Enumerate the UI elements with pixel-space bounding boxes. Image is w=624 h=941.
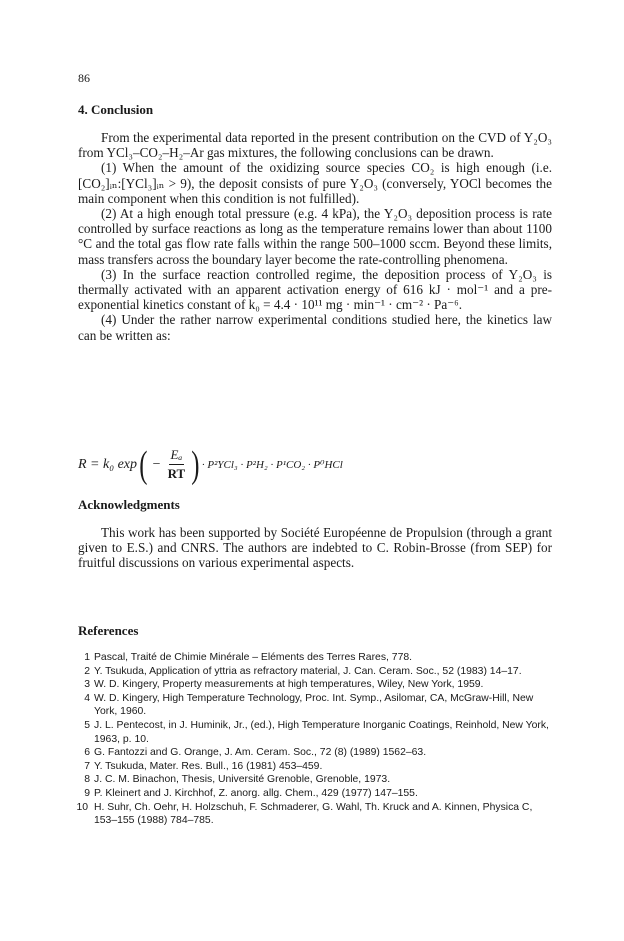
conclusion-point-2: (2) At a high enough total pressure (e.g. 4 kPa), the Y₂O₃ deposition process is rate controlled by surface reactions as long as the temperature remains lower than about 1100 °C and the total gas flow rate falls within the range 500–1000 sccm. Beyond these limits, mass transfers across the boundary layer become the rate-controlling phenomena. bbox=[78, 206, 552, 267]
conclusion-body bbox=[78, 130, 552, 343]
equation-right-paren: ) bbox=[191, 443, 200, 486]
equation-minus: − bbox=[152, 456, 161, 472]
conclusion-heading: 4. Conclusion bbox=[78, 102, 154, 117]
reference-text: G. Fantozzi and G. Orange, J. Am. Ceram. Soc., 72 (8) (1989) 1562–63. bbox=[94, 747, 427, 759]
reference-text: W. D. Kingery, Property measurements at high temperatures, Wiley, New York, 1959. bbox=[94, 679, 484, 691]
reference-item bbox=[78, 719, 556, 746]
reference-number: 5 bbox=[84, 719, 90, 731]
reference-number: 10 bbox=[76, 801, 88, 813]
acknowledgments-body bbox=[78, 525, 552, 571]
reference-text: J. L. Pentecost, in J. Huminik, Jr., (ed.), High Temperature Inorganic Coatings, Reinhold, New York, 1963, p. 10. bbox=[94, 719, 549, 745]
reference-number: 2 bbox=[84, 665, 90, 677]
reference-item bbox=[78, 787, 556, 801]
reference-number: 6 bbox=[84, 747, 90, 759]
equation-lhs: R = k₀ exp bbox=[78, 456, 138, 472]
equation-numerator: Eₐ bbox=[169, 446, 185, 465]
reference-item bbox=[78, 692, 556, 719]
acknowledgments-text: This work has been supported by Société Européenne de Propulsion (through a grant given to E.S.) and CNRS. The authors are indebted to C. Robin-Brosse (from SEP) for fruitful discussions on various experimental aspects. bbox=[78, 525, 552, 571]
references-heading: References bbox=[78, 623, 139, 638]
reference-item bbox=[78, 773, 556, 787]
reference-item bbox=[78, 801, 556, 828]
acknowledgments-heading: Acknowledgments bbox=[78, 497, 180, 512]
reference-number: 9 bbox=[84, 787, 90, 799]
reference-text: J. C. M. Binachon, Thesis, Université Grenoble, Grenoble, 1973. bbox=[94, 774, 391, 786]
reference-item bbox=[78, 651, 556, 665]
reference-number: 7 bbox=[84, 760, 90, 772]
reference-text: W. D. Kingery, High Temperature Technology, Proc. Int. Symp., Asilomar, CA, McGraw-Hill, New York, 1960. bbox=[94, 692, 534, 718]
reference-text: Y. Tsukuda, Application of yttria as refractory material, J. Can. Ceram. Soc., 52 (1983) 14–17. bbox=[94, 665, 522, 677]
conclusion-point-1: (1) When the amount of the oxidizing source species CO₂ is high enough (i.e. [CO₂]ᵢₙ:[YCl₃]ᵢₙ > 9), the deposit consists of pure Y₂O₃ (conversely, YOCl becomes the main component when this condition is not fulfilled). bbox=[78, 160, 552, 206]
equation-denominator: RT bbox=[167, 466, 186, 481]
page-number: 86 bbox=[78, 71, 90, 85]
references-list bbox=[78, 651, 556, 828]
reference-number: 3 bbox=[84, 679, 90, 691]
reference-item bbox=[78, 665, 556, 679]
conclusion-point-4: (4) Under the rather narrow experimental conditions studied here, the kinetics law can be written as: bbox=[78, 312, 552, 343]
reference-item bbox=[78, 746, 556, 760]
reference-text: Y. Tsukuda, Mater. Res. Bull., 16 (1981) 453–459. bbox=[94, 760, 323, 772]
reference-item bbox=[78, 760, 556, 774]
conclusion-intro: From the experimental data reported in the present contribution on the CVD of Y₂O₃ from YCl₃–CO₂–H₂–Ar gas mixtures, the following conclusions can be drawn. bbox=[78, 130, 552, 161]
reference-item bbox=[78, 678, 556, 692]
reference-number: 8 bbox=[84, 774, 90, 786]
reference-text: P. Kleinert and J. Kirchhof, Z. anorg. allg. Chem., 429 (1977) 147–155. bbox=[94, 787, 418, 799]
reference-number: 1 bbox=[84, 652, 90, 663]
reference-text: H. Suhr, Ch. Oehr, H. Holzschuh, F. Schmaderer, G. Wahl, Th. Kruck and A. Kinnen, Physica C, 153–155 (1988) 784–785. bbox=[94, 801, 533, 827]
reference-text: Pascal, Traité de Chimie Minérale – Eléments des Terres Rares, 778. bbox=[94, 652, 413, 663]
equation-fraction bbox=[166, 446, 188, 483]
equation-left-paren: ( bbox=[139, 443, 148, 486]
equation-rhs: · P²YCl₃ · P²H₂ · P¹CO₂ · P⁰HCl bbox=[201, 458, 343, 471]
conclusion-point-3: (3) In the surface reaction controlled regime, the deposition process of Y₂O₃ is thermally activated with an apparent activation energy of 616 kJ · mol⁻¹ and a pre-exponential kinetics constant of k₀ = 4.4 · 10¹¹ mg · min⁻¹ · cm⁻² · Pa⁻⁶. bbox=[78, 266, 552, 313]
reference-number: 4 bbox=[84, 692, 90, 704]
kinetics-equation bbox=[78, 443, 552, 486]
